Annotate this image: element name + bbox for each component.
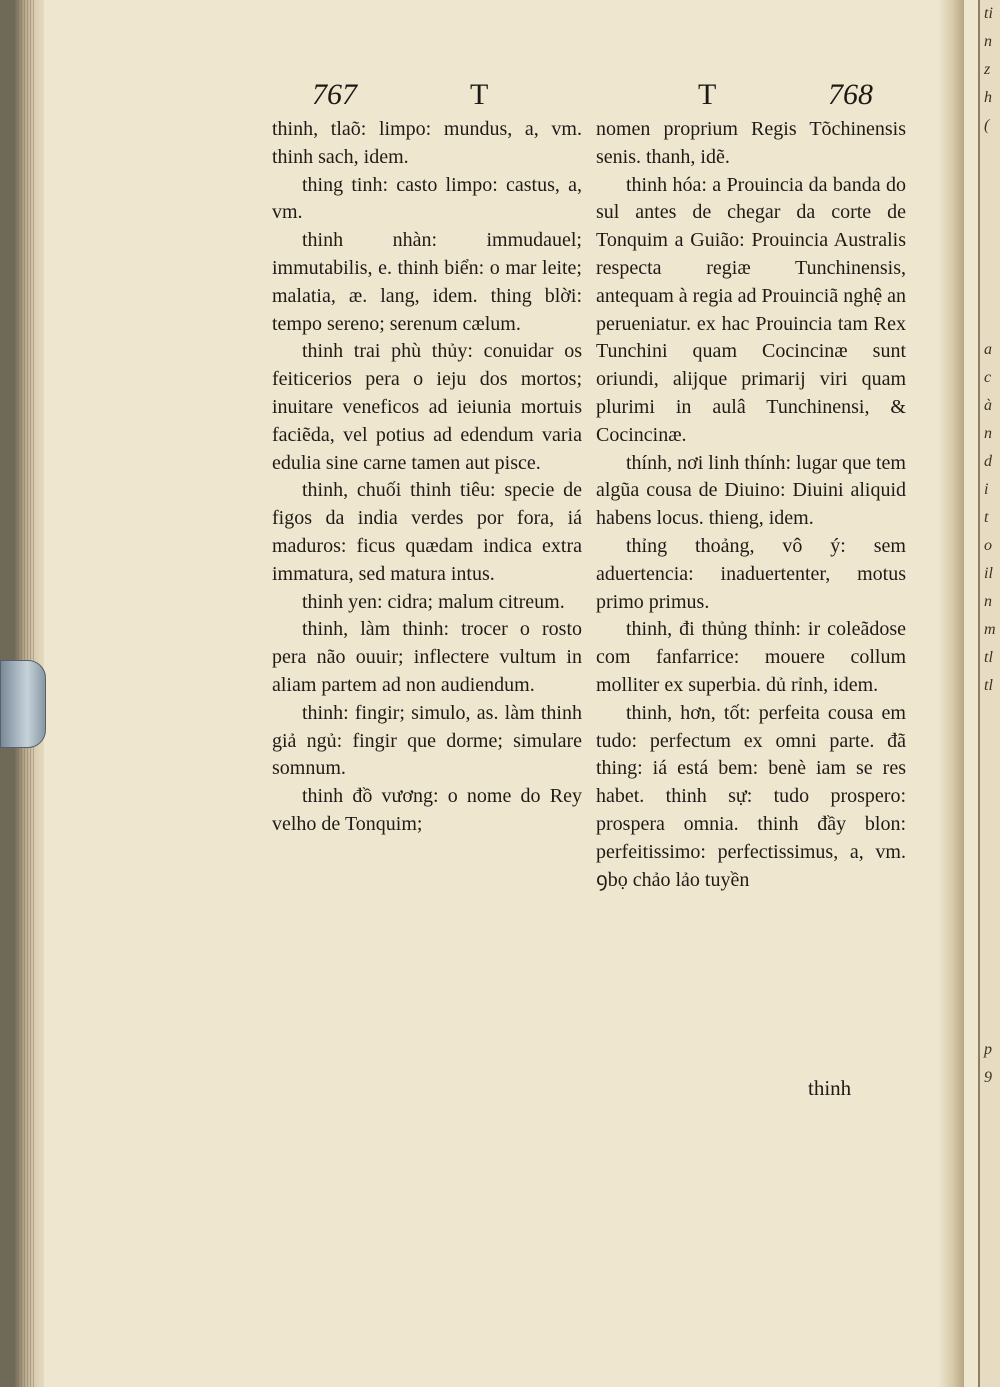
next-page-fragment xyxy=(980,196,1000,224)
binding-gutter xyxy=(938,0,964,1387)
next-page-fragment: c xyxy=(984,369,992,386)
next-page-fragment: n xyxy=(984,593,992,610)
left-entry: thinh nhàn: immudauel; immutabilis, e. thinh biển: o mar leite; malatia, æ. lang, idem. thing blời: tempo sereno; serenum cælum. xyxy=(272,229,582,335)
catchword: thinh xyxy=(808,1076,852,1100)
next-page-fragment: o xyxy=(984,537,992,554)
next-page-fragment: t xyxy=(984,509,989,526)
next-page-fragment: à xyxy=(984,397,992,414)
next-page-fragment xyxy=(980,756,1000,784)
next-page-fragment: il xyxy=(984,565,993,582)
next-page-fragment: tl xyxy=(984,649,993,666)
next-page-fragment xyxy=(980,868,1000,896)
left-entry: thinh: fingir; simulo, as. làm thinh giả ngủ: fingir que dorme; simulare somnum. xyxy=(272,701,582,780)
next-page-fragment xyxy=(980,224,1000,252)
next-page-fragment: a xyxy=(984,341,992,358)
next-page-fragment xyxy=(980,168,1000,196)
right-entry: thinh, đi thủng thỉnh: ir coleãdose com fanfarrice: mouere collum molliter ex superbia. dủ rỉnh, idem. xyxy=(596,618,906,696)
next-page-fragment xyxy=(980,980,1000,1008)
left-entry: thinh đồ vương: o nome do Rey velho de Tonquim; xyxy=(272,785,582,835)
next-page-fragment xyxy=(980,140,1000,168)
right-entry: nomen proprium Regis Tõchinensis senis. thanh, idẽ. xyxy=(596,118,906,168)
next-page-fragment: ti xyxy=(984,5,993,22)
left-entry: thinh yen: cidra; malum citreum. xyxy=(302,590,565,613)
next-page-fragment: h xyxy=(984,89,992,106)
right-entry: thỉng thoảng, vô ý: sem aduertencia: inaduertenter, motus primo primus. xyxy=(596,534,906,613)
left-entry: thinh, chuối thinh tiêu: specie de figos da india verdes por fora, iá maduros: ficus quædam indica extra immatura, sed matura intus. xyxy=(272,479,582,585)
next-page-fragment xyxy=(980,1008,1000,1036)
next-page-strip xyxy=(978,0,1000,1387)
next-page-fragment: p xyxy=(984,1041,992,1058)
next-page-fragment xyxy=(980,308,1000,336)
left-running-letter: T xyxy=(470,78,489,111)
left-entry: thinh trai phù thủy: conuidar os feiticerios pera o ieju dos mortos; inuitare veneficos ad ieiunia mortuis faciẽda, vel potius ad edendum varia edulia sine carne tamen aut pisce. xyxy=(272,340,582,474)
next-page-fragment xyxy=(980,952,1000,980)
left-entry: thing tinh: casto limpo: castus, a, vm. xyxy=(272,173,582,224)
left-entry: thinh, tlaõ: limpo: mundus, a, vm. thinh sach, idem. xyxy=(272,118,582,168)
next-page-fragment xyxy=(980,700,1000,728)
right-text-column xyxy=(596,116,906,894)
next-page-fragment xyxy=(980,840,1000,868)
next-page-fragment: m xyxy=(984,621,996,638)
next-page-fragment: n xyxy=(984,425,992,442)
next-page-fragment xyxy=(980,280,1000,308)
right-entry: thinh, hơn, tốt: perfeita cousa em tudo: perfectum ex omni parte. đã thing: iá está bem: benè iam se res habet. thinh sự: tudo prospero: prospera omnia. thinh đầy blon: perfeitissimo: perfectissimus, a, vm. ꝯbọ chảo lảo tuyền xyxy=(596,701,906,891)
next-page-fragment xyxy=(980,896,1000,924)
next-page-fragment: i xyxy=(984,481,989,498)
next-page-fragment xyxy=(980,812,1000,840)
right-page-number: 768 xyxy=(828,78,873,111)
right-running-letter: T xyxy=(698,78,717,111)
left-text-column xyxy=(272,116,582,839)
page-clip xyxy=(0,660,46,748)
right-entry: thính, nơi linh thính: lugar que tem algũa cousa de Diuino: Diuini aliquid habens locus. thieng, idem. xyxy=(596,451,906,530)
next-page-fragment: 9 xyxy=(984,1069,992,1086)
left-page-number: 767 xyxy=(312,78,357,111)
next-page-fragment xyxy=(980,784,1000,812)
next-page-fragment: z xyxy=(984,61,991,78)
next-page-fragment xyxy=(980,924,1000,952)
next-page-fragment xyxy=(980,728,1000,756)
next-page-fragment xyxy=(980,252,1000,280)
next-page-fragment: tl xyxy=(984,677,993,694)
next-page-fragment: n xyxy=(984,33,992,50)
next-page-fragment: d xyxy=(984,453,992,470)
right-entry: thinh hóa: a Prouincia da banda do sul antes de chegar da corte de Tonquim a Guião: Prouincia Australis respecta regiæ Tunchinensis, antequam à regia ad Prouinciã nghệ an perueniatur. ex hac Prouincia tam Rex Tunchini quam Cocincinæ sunt oriundi, alijque primarij viri quam plurimi in aulâ Tunchinensi, & Cocincinæ. xyxy=(596,173,906,446)
left-entry: thinh, làm thinh: trocer o rosto pera não ouuir; inflectere vultum in aliam partem ad non audiendum. xyxy=(272,618,582,696)
next-page-fragment: ( xyxy=(984,117,990,134)
